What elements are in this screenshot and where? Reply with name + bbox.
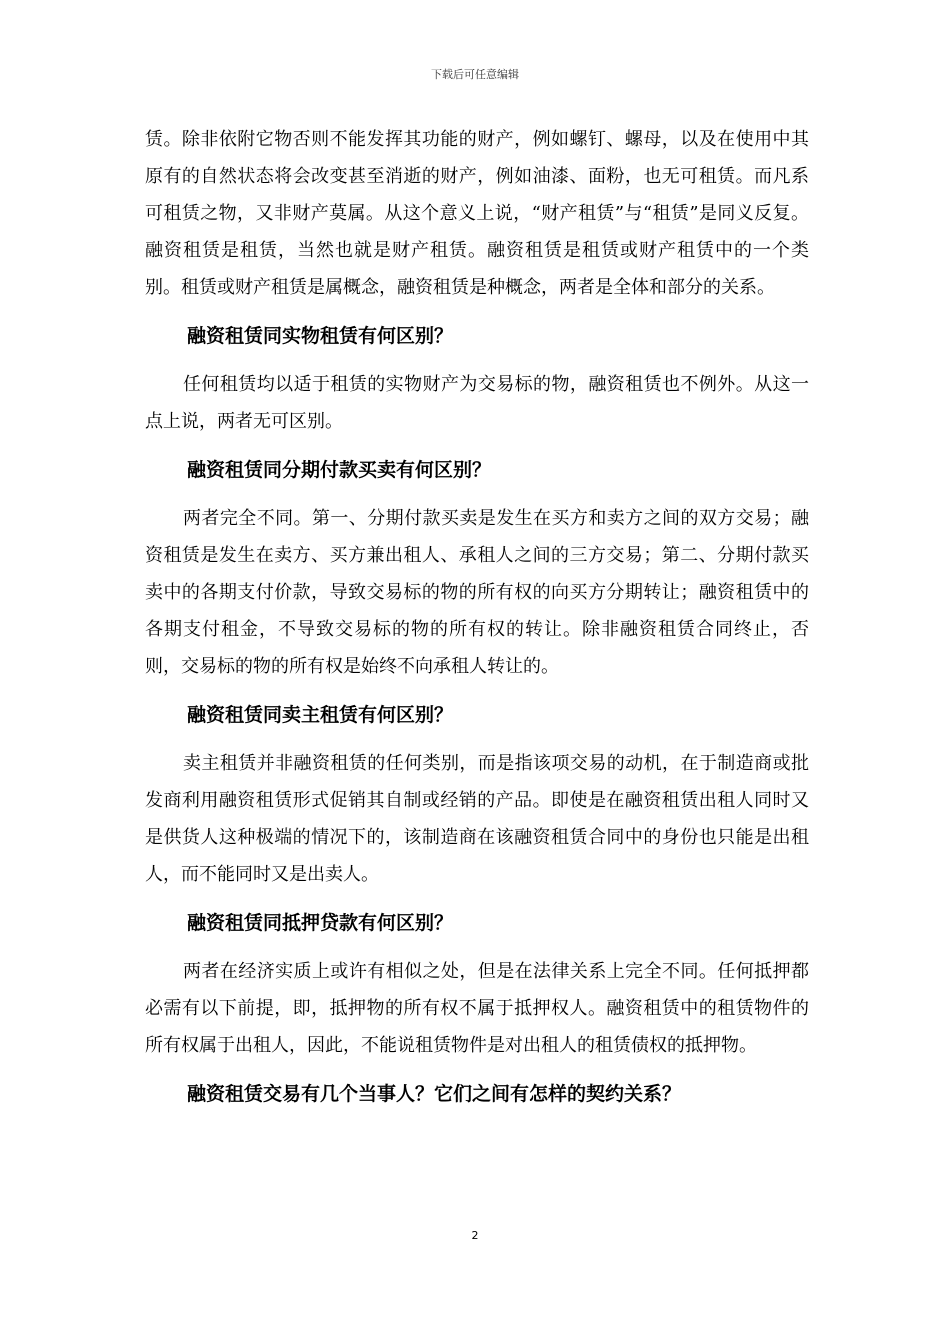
page-number: 2 <box>471 1229 479 1242</box>
page-header: 下载后可任意编辑 <box>431 68 519 81</box>
paragraph: 任何租赁均以适于租赁的实物财产为交易标的物，融资租赁也不例外。从这一点上说，两者无可区别。 <box>145 374 809 432</box>
section-heading: 融资租赁同分期付款买卖有何区别？ <box>187 459 492 481</box>
paragraph: 卖主租赁并非融资租赁的任何类别，而是指该项交易的动机，在于制造商或批发商利用融资租赁形式促销其自制或经销的产品。即使是在融资租赁出租人同时又是供货人这种极端的情况下的，该制造商在该融资租赁合同中的身份也只能是出租人，而不能同时又是出卖人。 <box>145 753 809 885</box>
section-heading: 融资租赁交易有几个当事人？它们之间有怎样的契约关系？ <box>187 1083 682 1105</box>
paragraph: 两者在经济实质上或许有相似之处，但是在法律关系上完全不同。任何抵押都必需有以下前提，即，抵押物的所有权不属于抵押权人。融资租赁中的租赁物件的所有权属于出租人，因此，不能说租赁物件是对出租人的租赁债权的抵押物。 <box>145 961 809 1056</box>
section-heading: 融资租赁同抵押贷款有何区别？ <box>187 912 454 934</box>
document-body <box>145 121 809 1124</box>
paragraph-continuation: 赁。除非依附它物否则不能发挥其功能的财产，例如螺钉、螺母，以及在使用中其原有的自然状态将会改变甚至消逝的财产，例如油漆、面粉，也无可租赁。而凡系可租赁之物，又非财产莫属。从这个意义上说，“财产租赁”与“租赁”是同义反复。融资租赁是租赁，当然也就是财产租赁。融资租赁是租赁或财产租赁中的一个类别。租赁或财产租赁是属概念，融资租赁是种概念，两者是全体和部分的关系。 <box>145 129 809 298</box>
section-heading: 融资租赁同卖主租赁有何区别？ <box>187 704 454 726</box>
paragraph: 两者完全不同。第一、分期付款买卖是发生在买方和卖方之间的双方交易；融资租赁是发生在卖方、买方兼出租人、承租人之间的三方交易；第二、分期付款买卖中的各期支付价款，导致交易标的物的所有权的向买方分期转让；融资租赁中的各期支付租金，不导致交易标的物的所有权的转让。除非融资租赁合同终止，否则，交易标的物的所有权是始终不向承租人转让的。 <box>145 508 809 677</box>
section-heading: 融资租赁同实物租赁有何区别？ <box>187 325 454 347</box>
